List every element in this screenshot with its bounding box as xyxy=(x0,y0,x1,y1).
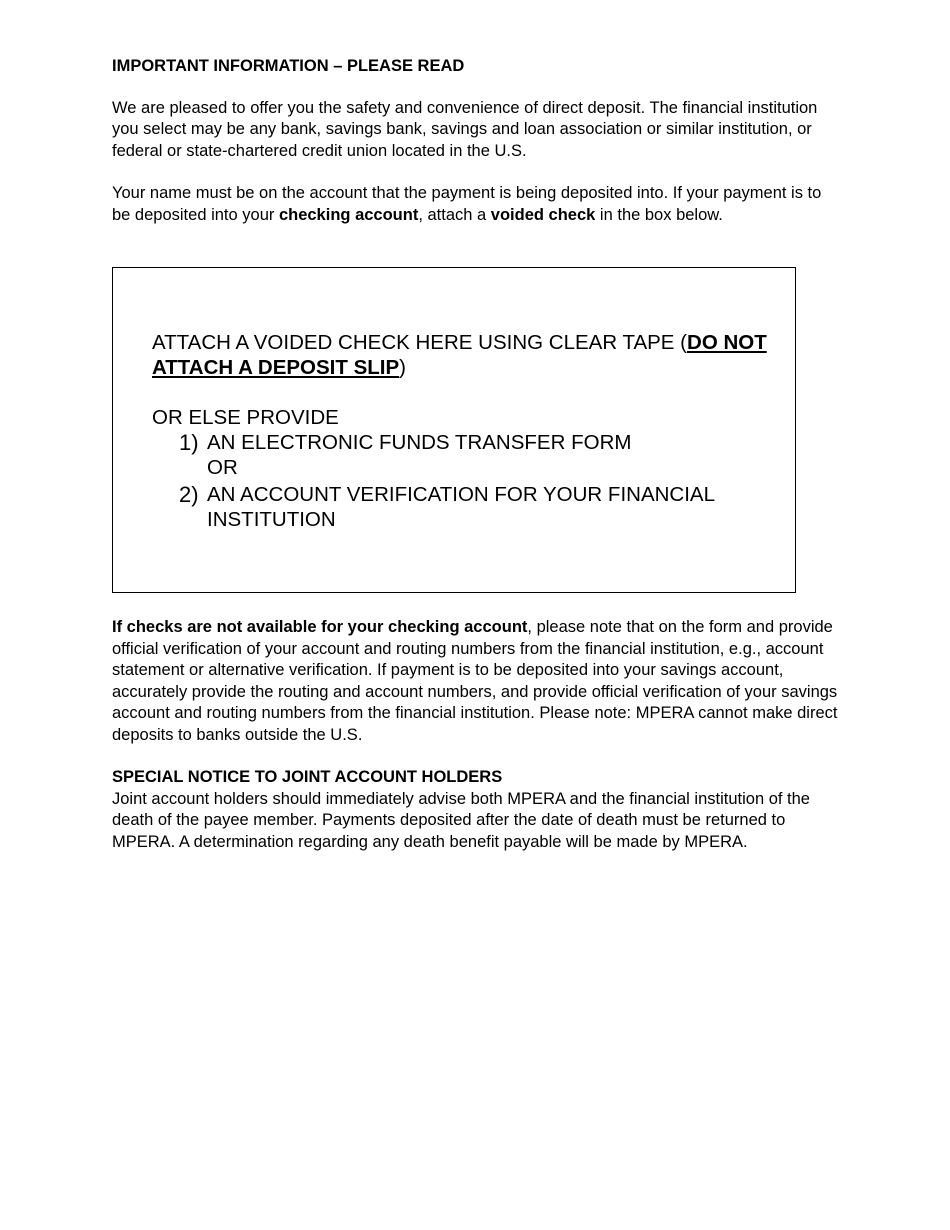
option-1 xyxy=(179,430,772,455)
lower-section xyxy=(112,617,842,853)
checking-account-emphasis: checking account xyxy=(278,205,419,224)
joint-notice-title: SPECIAL NOTICE TO JOINT ACCOUNT HOLDERS xyxy=(112,768,503,786)
voided-check-instructions xyxy=(152,330,772,532)
voided-check-emphasis: voided check xyxy=(490,205,596,224)
attach-text: ATTACH A VOIDED CHECK HERE USING CLEAR TAPE ( xyxy=(152,331,688,354)
option-1-text: AN ELECTRONIC FUNDS TRANSFER FORM xyxy=(207,431,632,454)
no-deposit-slip-warning: DO NOT ATTACH A DEPOSIT SLIP xyxy=(152,331,767,379)
checks-not-available-emphasis: If checks are not available for your checking account xyxy=(112,618,528,636)
option-2-number: 2) xyxy=(179,482,199,507)
or-separator: OR xyxy=(207,456,238,479)
option-1-number: 1) xyxy=(179,430,199,455)
or-else-provide: OR ELSE PROVIDE xyxy=(152,406,339,429)
name-paragraph xyxy=(112,183,842,226)
joint-notice-body: Joint account holders should immediately advise both MPERA and the financial institution of the death of the payee member. Payments deposited after the date of death must be returned to MPERA. A determination regarding any death benefit payable will be made by MPERA. xyxy=(112,789,810,851)
name-text-3: in the box below. xyxy=(595,205,723,224)
intro-paragraph: We are pleased to offer you the safety and convenience of direct deposit. The financial institution you select may be any bank, savings bank, savings and loan association or similar institution, or federal or state-chartered credit union located in the U.S. xyxy=(112,98,818,160)
option-2-text: AN ACCOUNT VERIFICATION FOR YOUR FINANCIAL INSTITUTION xyxy=(207,483,715,531)
attach-instruction xyxy=(152,330,772,380)
name-text-2: , attach a xyxy=(418,205,491,224)
info-section xyxy=(112,56,842,247)
checks-text: , please note that on the form and provide official verification of your account and routing numbers from the financial institution, e.g., account statement or alternative verification. If payment is to be deposited into your savings account, accurately provide the routing and account numbers, and provide official verification of your savings account and routing numbers from the financial institution. Please note: MPERA cannot make direct deposits to banks outside the U.S. xyxy=(112,618,838,744)
option-2 xyxy=(179,482,772,532)
checks-paragraph xyxy=(112,617,842,746)
name-text-1: Your name must be on the account that the payment is being deposited into. If your payment is to be deposited into your xyxy=(112,184,822,224)
voided-check-box xyxy=(112,267,796,593)
attach-close: ) xyxy=(399,356,406,379)
page-heading: IMPORTANT INFORMATION – PLEASE READ xyxy=(112,57,465,75)
